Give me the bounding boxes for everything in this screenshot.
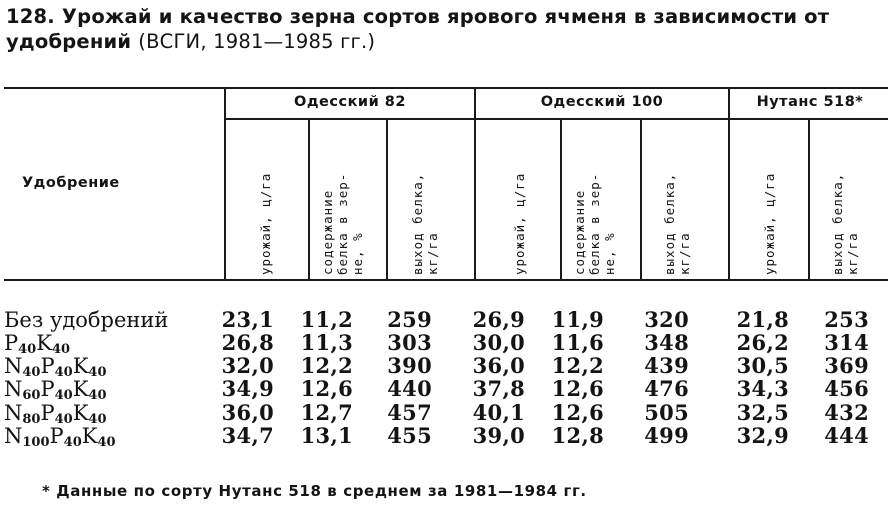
table-cell: 26,2 bbox=[736, 330, 789, 355]
group-header-rule bbox=[224, 118, 888, 120]
table-cell: 12,6 bbox=[551, 376, 604, 401]
table-cell: 30,5 bbox=[736, 353, 789, 378]
table-cell: 32,9 bbox=[736, 423, 789, 448]
table-cell: 12,7 bbox=[300, 400, 353, 425]
col-header-yield: урожай, ц/га bbox=[762, 172, 777, 275]
table-cell: 32,0 bbox=[221, 353, 274, 378]
table-cell: 12,2 bbox=[300, 353, 353, 378]
table-cell: 12,8 bbox=[551, 423, 604, 448]
table-cell: 11,6 bbox=[551, 330, 604, 355]
table-number: 128. bbox=[6, 5, 55, 28]
table-cell: 303 bbox=[387, 330, 432, 355]
table-title-source: (ВСГИ, 1981—1985 гг.) bbox=[138, 30, 376, 53]
column-divider bbox=[386, 119, 388, 279]
group-header-nutans-518: Нутанс 518* bbox=[756, 94, 864, 110]
table-cell: 444 bbox=[824, 423, 869, 448]
col-header-yield: урожай, ц/га bbox=[258, 172, 273, 275]
table-cell: 32,5 bbox=[736, 400, 789, 425]
col-header-protein-output: выход белка, кг/га bbox=[830, 172, 860, 275]
row-header-divider bbox=[224, 88, 226, 279]
table-cell: 455 bbox=[387, 423, 432, 448]
table-cell: 505 bbox=[644, 400, 689, 425]
table-cell: 314 bbox=[824, 330, 869, 355]
table-cell: 499 bbox=[644, 423, 689, 448]
row-label: $P_{40}K_{40}$ bbox=[4, 331, 71, 357]
table-cell: 11,3 bbox=[300, 330, 353, 355]
table-cell: 320 bbox=[644, 307, 689, 332]
col-header-protein-output: выход белка, кг/га bbox=[662, 172, 692, 275]
table-cell: 40,1 bbox=[472, 400, 525, 425]
table-cell: 348 bbox=[644, 330, 689, 355]
group-header-odessky-100: Одесский 100 bbox=[540, 94, 664, 110]
header-bottom-rule bbox=[4, 279, 888, 281]
col-header-protein-output: выход белка, кг/га bbox=[410, 172, 440, 275]
table-cell: 476 bbox=[644, 376, 689, 401]
row-label: Без удобрений bbox=[4, 308, 169, 332]
table-cell: 457 bbox=[387, 400, 432, 425]
table-cell: 440 bbox=[387, 376, 432, 401]
table-cell: 253 bbox=[824, 307, 869, 332]
column-divider bbox=[560, 119, 562, 279]
table-cell: 11,2 bbox=[300, 307, 353, 332]
table-cell: 26,8 bbox=[221, 330, 274, 355]
table-cell: 26,9 bbox=[472, 307, 525, 332]
group-divider bbox=[474, 88, 476, 279]
col-header-yield: урожай, ц/га bbox=[512, 172, 527, 275]
table-cell: 36,0 bbox=[221, 400, 274, 425]
table-title-bold: Урожай и качество зерна сортов ярового ячменя в зависимости от удобрений bbox=[6, 5, 830, 53]
table-cell: 34,9 bbox=[221, 376, 274, 401]
table-top-rule bbox=[4, 87, 888, 89]
table-cell: 456 bbox=[824, 376, 869, 401]
table-cell: 37,8 bbox=[472, 376, 525, 401]
table-cell: 12,6 bbox=[551, 400, 604, 425]
col-header-protein-content: содержание белка в зер- не, % bbox=[572, 172, 617, 275]
table-cell: 36,0 bbox=[472, 353, 525, 378]
footnote: * Данные по сорту Нутанс 518 в среднем за 1981—1984 гг. bbox=[42, 482, 587, 500]
group-header-odessky-82: Одесский 82 bbox=[294, 94, 406, 110]
table-cell: 12,6 bbox=[300, 376, 353, 401]
table-cell: 259 bbox=[387, 307, 432, 332]
table-cell: 390 bbox=[387, 353, 432, 378]
table-cell: 23,1 bbox=[221, 307, 274, 332]
table-cell: 34,3 bbox=[736, 376, 789, 401]
table-cell: 13,1 bbox=[300, 423, 353, 448]
group-divider bbox=[728, 88, 730, 279]
table-cell: 432 bbox=[824, 400, 869, 425]
row-label: $N_{100}P_{40}K_{40}$ bbox=[4, 424, 116, 450]
table-cell: 12,2 bbox=[551, 353, 604, 378]
column-divider bbox=[308, 119, 310, 279]
row-label: $N_{80}P_{40}K_{40}$ bbox=[4, 401, 107, 427]
table-cell: 39,0 bbox=[472, 423, 525, 448]
col-header-protein-content: содержание белка в зер- не, % bbox=[320, 172, 365, 275]
table-cell: 369 bbox=[824, 353, 869, 378]
table-cell: 30,0 bbox=[472, 330, 525, 355]
table-cell: 11,9 bbox=[551, 307, 604, 332]
table-cell: 34,7 bbox=[221, 423, 274, 448]
column-divider bbox=[808, 119, 810, 279]
column-divider bbox=[640, 119, 642, 279]
row-label: $N_{40}P_{40}K_{40}$ bbox=[4, 354, 107, 380]
table-cell: 21,8 bbox=[736, 307, 789, 332]
table-title bbox=[6, 4, 888, 54]
row-label: $N_{60}P_{40}K_{40}$ bbox=[4, 377, 107, 403]
row-header-fertilizer: Удобрение bbox=[22, 175, 120, 191]
table-cell: 439 bbox=[644, 353, 689, 378]
